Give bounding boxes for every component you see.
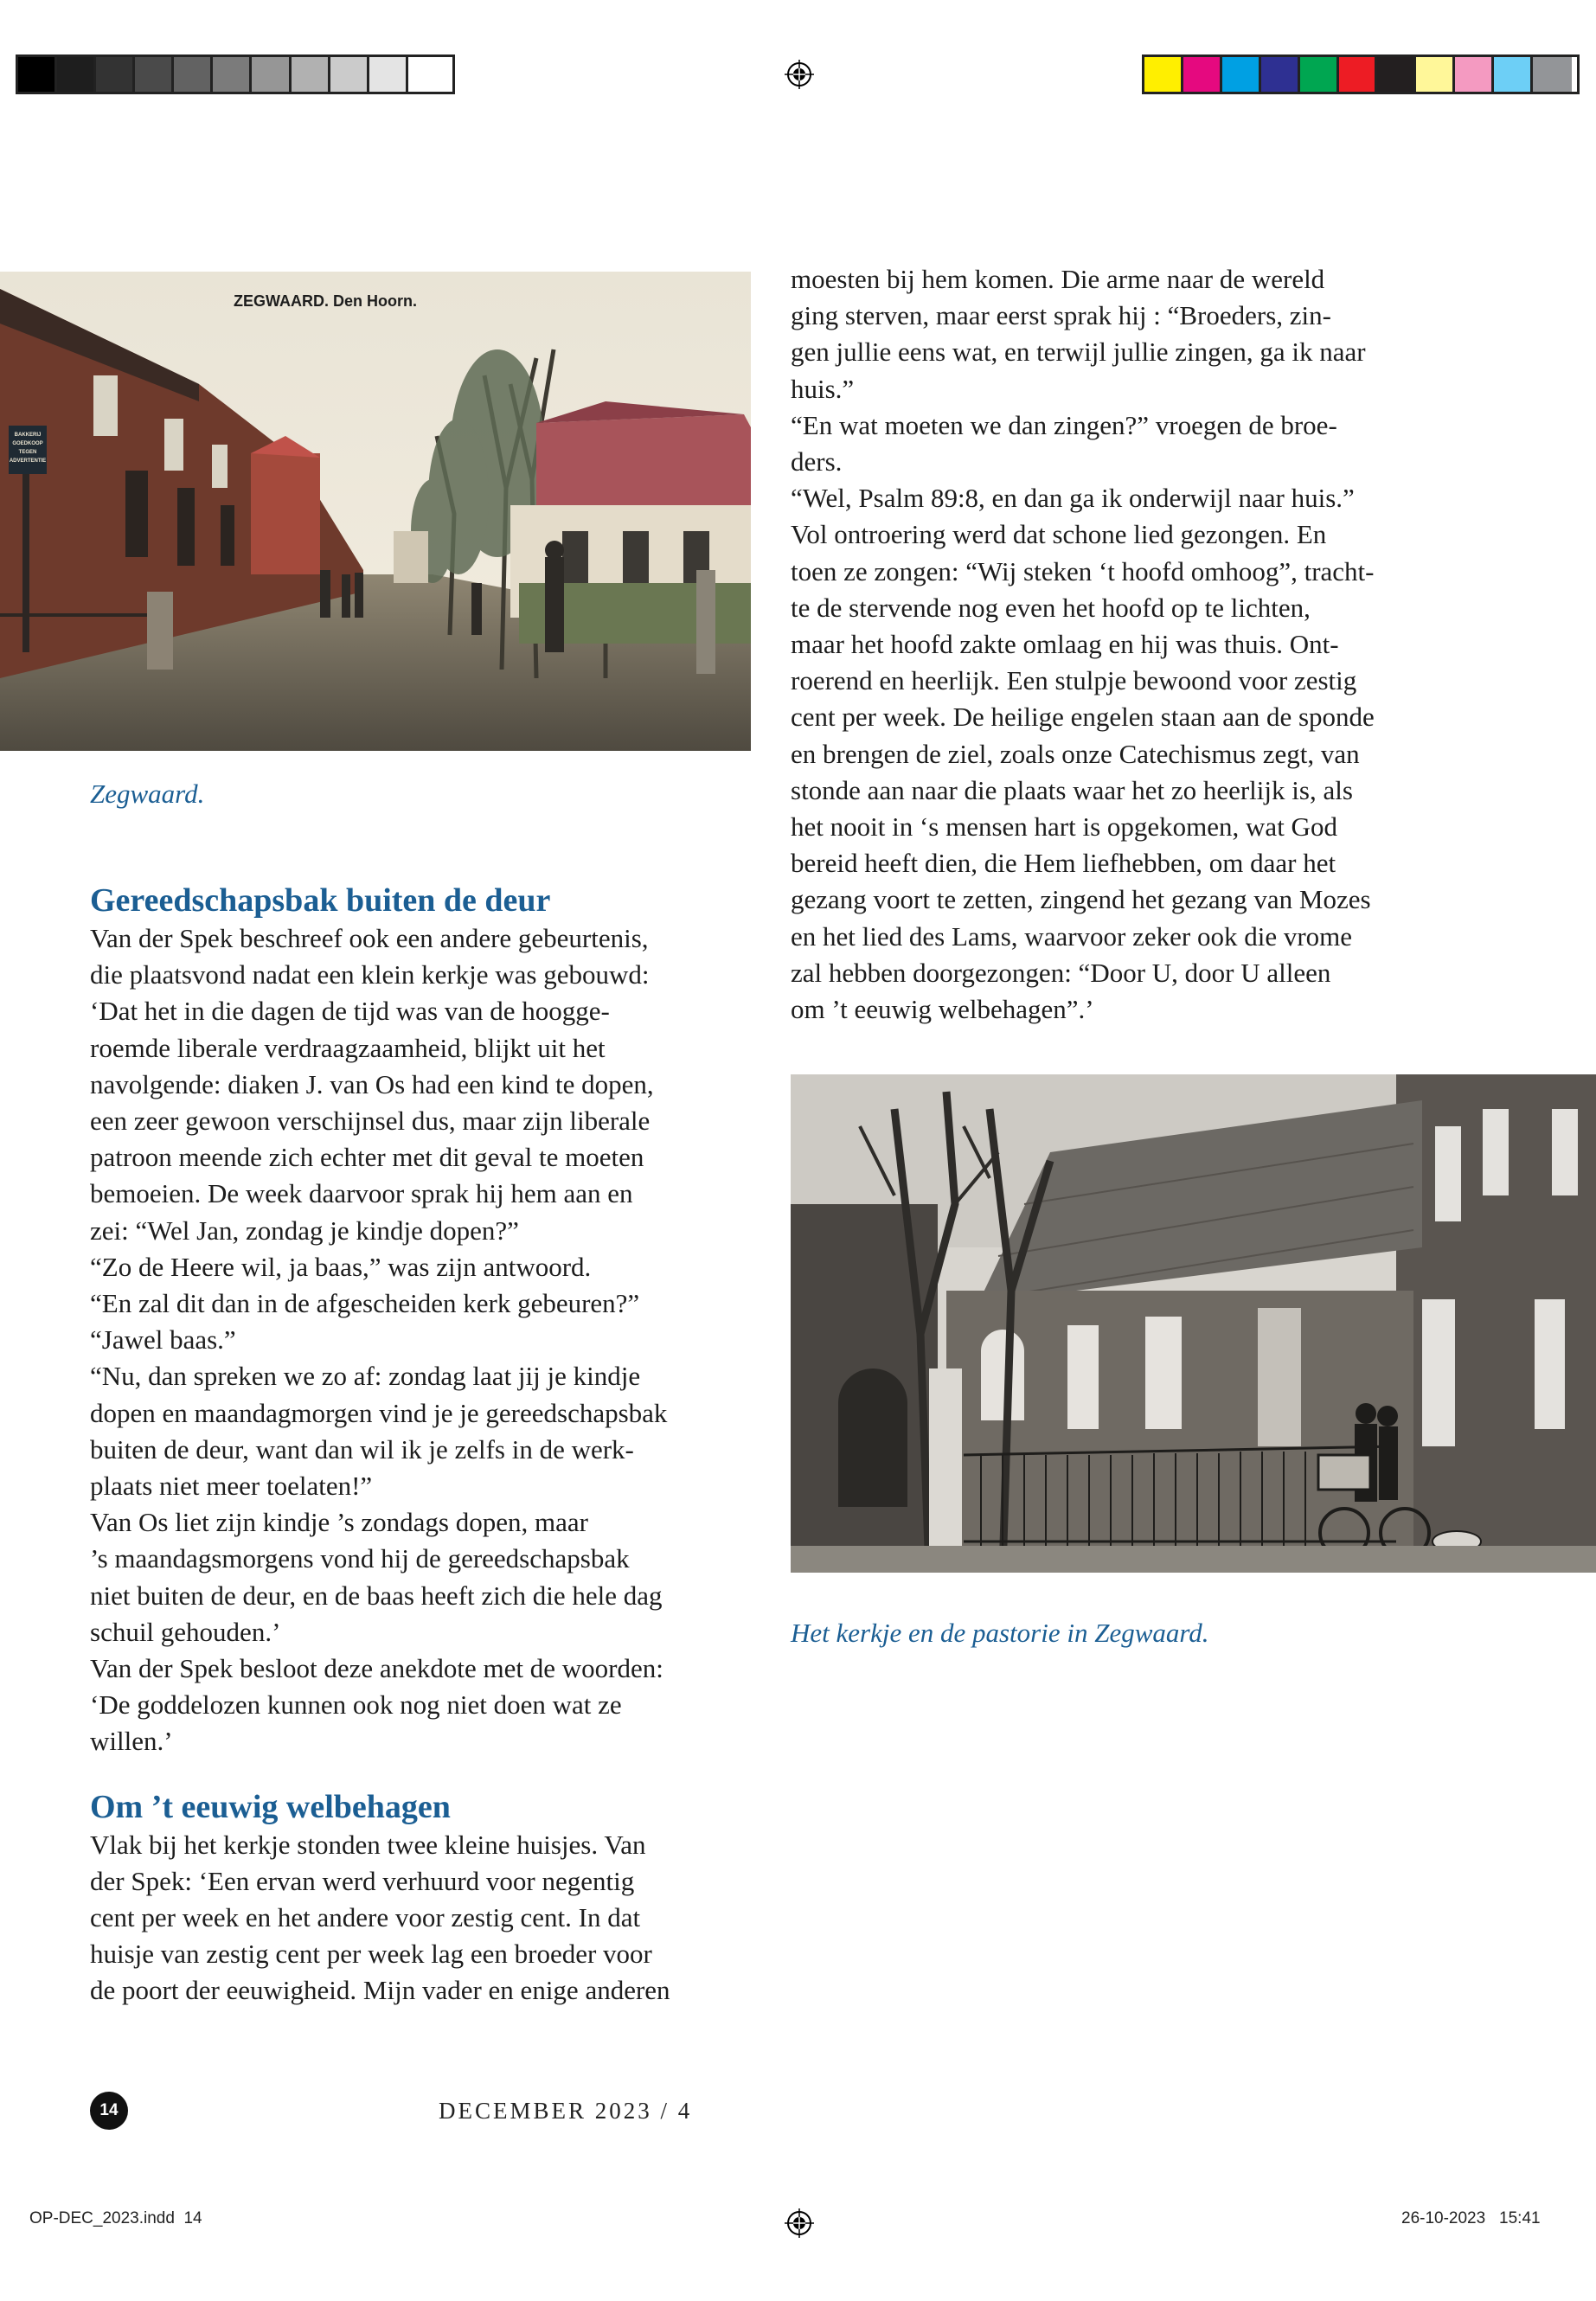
text-line: moesten bij hem komen. Die arme naar de wereld (791, 264, 1325, 294)
color-swatch (96, 57, 135, 92)
text-line: “En zal dit dan in de afgescheiden kerk gebeuren?” (90, 1288, 640, 1319)
color-swatch (292, 57, 330, 92)
text-line: ders. (791, 446, 843, 478)
color-swatch (1494, 57, 1533, 92)
text-line: huis.” (791, 373, 855, 404)
sign-text: ADVERTENTIE (9, 458, 47, 464)
text-line: Van der Spek beschreef ook een andere gebeurtenis, (90, 923, 649, 953)
color-swatch (369, 57, 408, 92)
color-swatch (1222, 57, 1261, 92)
text-line: cent per week en het andere voor zestig cent. In dat (90, 1902, 641, 1933)
street-postcard-photo (0, 272, 751, 751)
church-parsonage-photo (791, 1074, 1596, 1573)
text-line: en brengen de ziel, zoals onze Catechismus zegt, van (791, 738, 1360, 769)
print-timestamp: 26-10-2023 15:41 (1401, 2209, 1541, 2227)
text-line: Vol ontroering werd dat schone lied gezongen. En (791, 519, 1327, 550)
color-bar (1142, 54, 1580, 94)
color-swatch (135, 57, 174, 92)
section-heading: Om ’t eeuwig welbehagen (90, 1788, 451, 1825)
text-line: Van der Spek besloot deze anekdote met de woorden: (90, 1653, 663, 1684)
color-swatch (1300, 57, 1339, 92)
text-line: het nooit in ‘s mensen hart is opgekomen, wat God (791, 811, 1337, 843)
color-swatch (1261, 57, 1300, 92)
text-line: buiten de deur, want dan wil ik je zelfs in de werk- (90, 1433, 634, 1465)
text-line: dopen en maandagmorgen vind je je gereedschapsbak (90, 1397, 668, 1428)
text-line: toen ze zongen: “Wij steken ‘t hoofd omhoog”, tracht- (791, 555, 1375, 586)
text-line: bereid heeft dien, die Hem liefhebben, om daar het (791, 848, 1336, 879)
text-line: bemoeien. De week daarvoor sprak hij hem aan en (90, 1178, 633, 1209)
photo-caption: Het kerkje en de pastorie in Zegwaard. (791, 1618, 1209, 1648)
text-line: patroon meende zich echter met dit geval te moeten (90, 1142, 644, 1173)
text-line: om ’t eeuwig welbehagen”.’ (791, 994, 1094, 1025)
text-line: der Spek: ‘Een ervan werd verhuurd voor negentig (90, 1865, 635, 1896)
registration-mark-icon (785, 60, 814, 89)
section-heading: Gereedschapsbak buiten de deur (90, 882, 551, 919)
file-slug: OP-DEC_2023.indd 14 (29, 2209, 202, 2227)
page-number-badge: 14 (90, 2092, 128, 2130)
text-line: Van Os liet zijn kindje ’s zondags dopen, maar (90, 1507, 588, 1538)
color-swatch (1416, 57, 1455, 92)
color-swatch (1339, 57, 1378, 92)
text-line: roemde liberale verdraagzaamheid, blijkt uit het (90, 1032, 606, 1063)
text-line: ’s maandagsmorgens vond hij de gereedschapsbak (90, 1543, 630, 1574)
text-line: Vlak bij het kerkje stonden twee kleine huisjes. Van (90, 1829, 646, 1860)
color-swatch (174, 57, 213, 92)
color-swatch (1455, 57, 1494, 92)
sign-text: TEGEN (18, 450, 37, 455)
text-line: ging sterven, maar eerst sprak hij : “Broeders, zin- (791, 300, 1331, 331)
section1-body (90, 920, 756, 1760)
text-line: cent per week. De heilige engelen staan aan de sponde (791, 702, 1375, 733)
text-line: roerend en heerlijk. Een stulpje bewoond voor zestig (791, 665, 1357, 696)
text-line: te de stervende nog even het hoofd op te lichten, (791, 592, 1311, 623)
text-line: gezang voort te zetten, zingend het gezang van Mozes (791, 884, 1371, 915)
text-line: niet buiten de deur, en de baas heeft zich die hele dag (90, 1580, 663, 1611)
color-swatch (1377, 57, 1416, 92)
text-line: willen.’ (90, 1726, 173, 1757)
text-line: gen jullie eens wat, en terwijl jullie zingen, ga ik naar (791, 336, 1366, 368)
text-line: die plaatsvond nadat een klein kerkje was gebouwd: (90, 959, 650, 990)
text-line: zal hebben doorgezongen: “Door U, door U alleen (791, 957, 1331, 988)
color-swatch (18, 57, 57, 92)
sign-text: GOEDKOOP (12, 441, 43, 446)
text-line: “Jawel baas.” (90, 1324, 236, 1356)
color-swatch (1183, 57, 1222, 92)
text-line: ‘Dat het in die dagen de tijd was van de hoogge- (90, 996, 610, 1027)
postcard-title: ZEGWAARD. Den Hoorn. (234, 292, 417, 310)
text-line: maar het hoofd zakte omlaag en hij was thuis. Ont- (791, 629, 1339, 660)
color-swatch (1533, 57, 1572, 92)
left-column (90, 881, 756, 2009)
text-line: “Zo de Heere wil, ja baas,” was zijn antwoord. (90, 1251, 592, 1282)
text-line: “En wat moeten we dan zingen?” vroegen de broe- (791, 409, 1337, 440)
right-column-body (791, 261, 1517, 1028)
issue-label: DECEMBER 2023 / 4 (439, 2098, 693, 2124)
grayscale-bar (16, 54, 455, 94)
color-swatch (408, 57, 447, 92)
text-line: een zeer gewoon verschijnsel dus, maar zijn liberale (90, 1106, 651, 1137)
text-line: schuil gehouden.’ (90, 1616, 281, 1647)
text-line: navolgende: diaken J. van Os had een kind te dopen, (90, 1068, 654, 1099)
text-line: de poort der eeuwigheid. Mijn vader en enige anderen (90, 1975, 670, 2006)
registration-mark-icon (785, 2208, 814, 2238)
text-line: stonde aan naar die plaats waar het zo heerlijk is, als (791, 774, 1353, 805)
color-swatch (57, 57, 96, 92)
right-column (791, 261, 1517, 1028)
photo-caption: Zegwaard. (90, 779, 205, 809)
text-line: ‘De goddelozen kunnen ook nog niet doen wat ze (90, 1689, 622, 1721)
text-line: “Nu, dan spreken we zo af: zondag laat jij je kindje (90, 1361, 641, 1392)
color-swatch (252, 57, 291, 92)
text-line: zei: “Wel Jan, zondag je kindje dopen?” (90, 1215, 519, 1246)
color-swatch (330, 57, 369, 92)
sign-text: BAKKERIJ (14, 433, 42, 438)
section2-body (90, 1827, 756, 2009)
color-swatch (213, 57, 252, 92)
text-line: huisje van zestig cent per week lag een broeder voor (90, 1939, 652, 1970)
text-line: “Wel, Psalm 89:8, en dan ga ik onderwijl naar huis.” (791, 483, 1355, 514)
color-swatch (1144, 57, 1183, 92)
text-line: en het lied des Lams, waarvoor zeker ook die vrome (791, 920, 1353, 952)
text-line: plaats niet meer toelaten!” (90, 1471, 373, 1502)
